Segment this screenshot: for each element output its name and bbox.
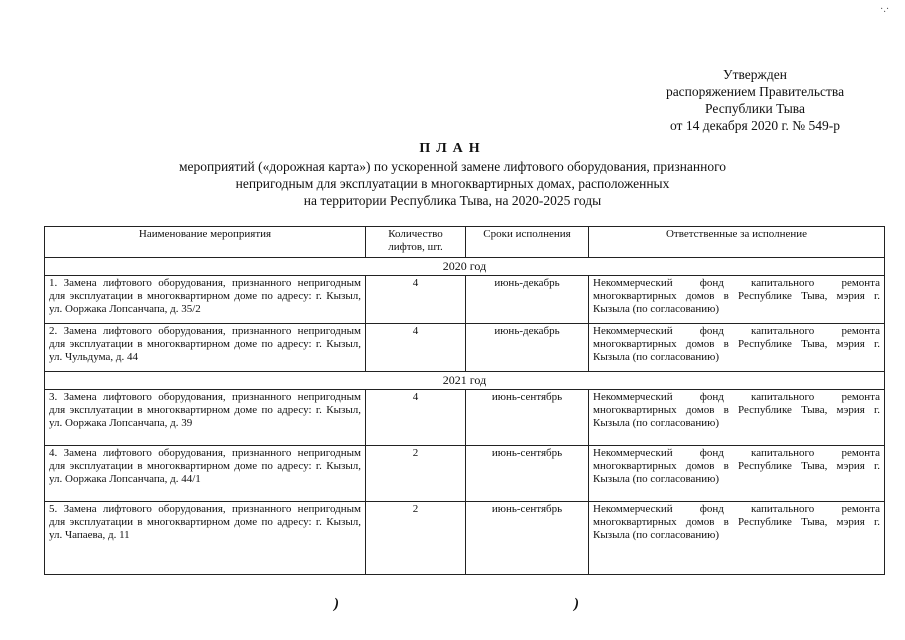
cell-name: 5. Замена лифтового оборудования, признанного непригодным для эксплуатации в многоквартирном доме по адресу: г. Кызыл, ул. Чапаева, д. 11 [45, 502, 366, 575]
scan-mark-right: ) [574, 596, 579, 612]
cell-responsible: Некоммерческий фонд капитального ремонта многоквартирных домов в Республике Тыва, мэрия г. Кызыла (по согласованию) [589, 502, 885, 575]
document-subtitle [100, 158, 805, 209]
cell-name: 3. Замена лифтового оборудования, признанного непригодным для эксплуатации в многоквартирном доме по адресу: г. Кызыл, ул. Ооржака Лопсанчапа, д. 39 [45, 390, 366, 446]
cell-term: июнь-декабрь [466, 276, 589, 324]
header-count: Количество лифтов, шт. [366, 227, 466, 258]
subtitle-line: непригодным для эксплуатации в многоквартирных домах, расположенных [235, 176, 670, 191]
approval-line: распоряжением Правительства [665, 84, 845, 99]
header-term: Сроки исполнения [466, 227, 589, 258]
approval-line: Республики Тыва [705, 101, 805, 116]
cell-name: 2. Замена лифтового оборудования, признанного непригодным для эксплуатации в многоквартирном доме по адресу: г. Кызыл, ул. Чульдума, д. 44 [45, 324, 366, 372]
header-name: Наименование мероприятия [45, 227, 366, 258]
cell-responsible: Некоммерческий фонд капитального ремонта многоквартирных домов в Республике Тыва, мэрия г. Кызыла (по согласованию) [589, 390, 885, 446]
cell-count: 2 [366, 446, 466, 502]
approval-block [620, 66, 890, 134]
cell-term: июнь-сентябрь [466, 390, 589, 446]
cell-count: 4 [366, 276, 466, 324]
year-label: 2020 год [45, 258, 885, 276]
cell-name: 1. Замена лифтового оборудования, признанного непригодным для эксплуатации в многоквартирном доме по адресу: г. Кызыл, ул. Ооржака Лопсанчапа, д. 35/2 [45, 276, 366, 324]
table-row [45, 390, 885, 446]
cell-count: 4 [366, 324, 466, 372]
subtitle-line: на территории Республика Тыва, на 2020-2025 годы [303, 193, 602, 208]
header-responsible: Ответственные за исполнение [589, 227, 885, 258]
approval-line: от 14 декабря 2020 г. № 549-р [669, 118, 841, 133]
cell-count: 4 [366, 390, 466, 446]
scan-speck: ·.· [880, 4, 890, 15]
table-header-row [45, 227, 885, 258]
table-row [45, 276, 885, 324]
subtitle-line: мероприятий («дорожная карта») по ускоренной замене лифтового оборудования, признанного [178, 159, 727, 174]
scan-mark-left: ) [334, 596, 339, 612]
cell-name: 4. Замена лифтового оборудования, признанного непригодным для эксплуатации в многоквартирном доме по адресу: г. Кызыл, ул. Ооржака Лопсанчапа, д. 44/1 [45, 446, 366, 502]
cell-term: июнь-декабрь [466, 324, 589, 372]
approval-line: Утвержден [723, 67, 787, 82]
table-row [45, 446, 885, 502]
cell-count: 2 [366, 502, 466, 575]
year-row [45, 372, 885, 390]
table-row [45, 502, 885, 575]
cell-term: июнь-сентябрь [466, 446, 589, 502]
plan-table [44, 226, 885, 575]
cell-term: июнь-сентябрь [466, 502, 589, 575]
table-row [45, 324, 885, 372]
year-row [45, 258, 885, 276]
document-title: ПЛАН [419, 141, 486, 156]
cell-responsible: Некоммерческий фонд капитального ремонта многоквартирных домов в Республике Тыва, мэрия г. Кызыла (по согласованию) [589, 276, 885, 324]
year-label: 2021 год [45, 372, 885, 390]
cell-responsible: Некоммерческий фонд капитального ремонта многоквартирных домов в Республике Тыва, мэрия г. Кызыла (по согласованию) [589, 446, 885, 502]
cell-responsible: Некоммерческий фонд капитального ремонта многоквартирных домов в Республике Тыва, мэрия г. Кызыла (по согласованию) [589, 324, 885, 372]
